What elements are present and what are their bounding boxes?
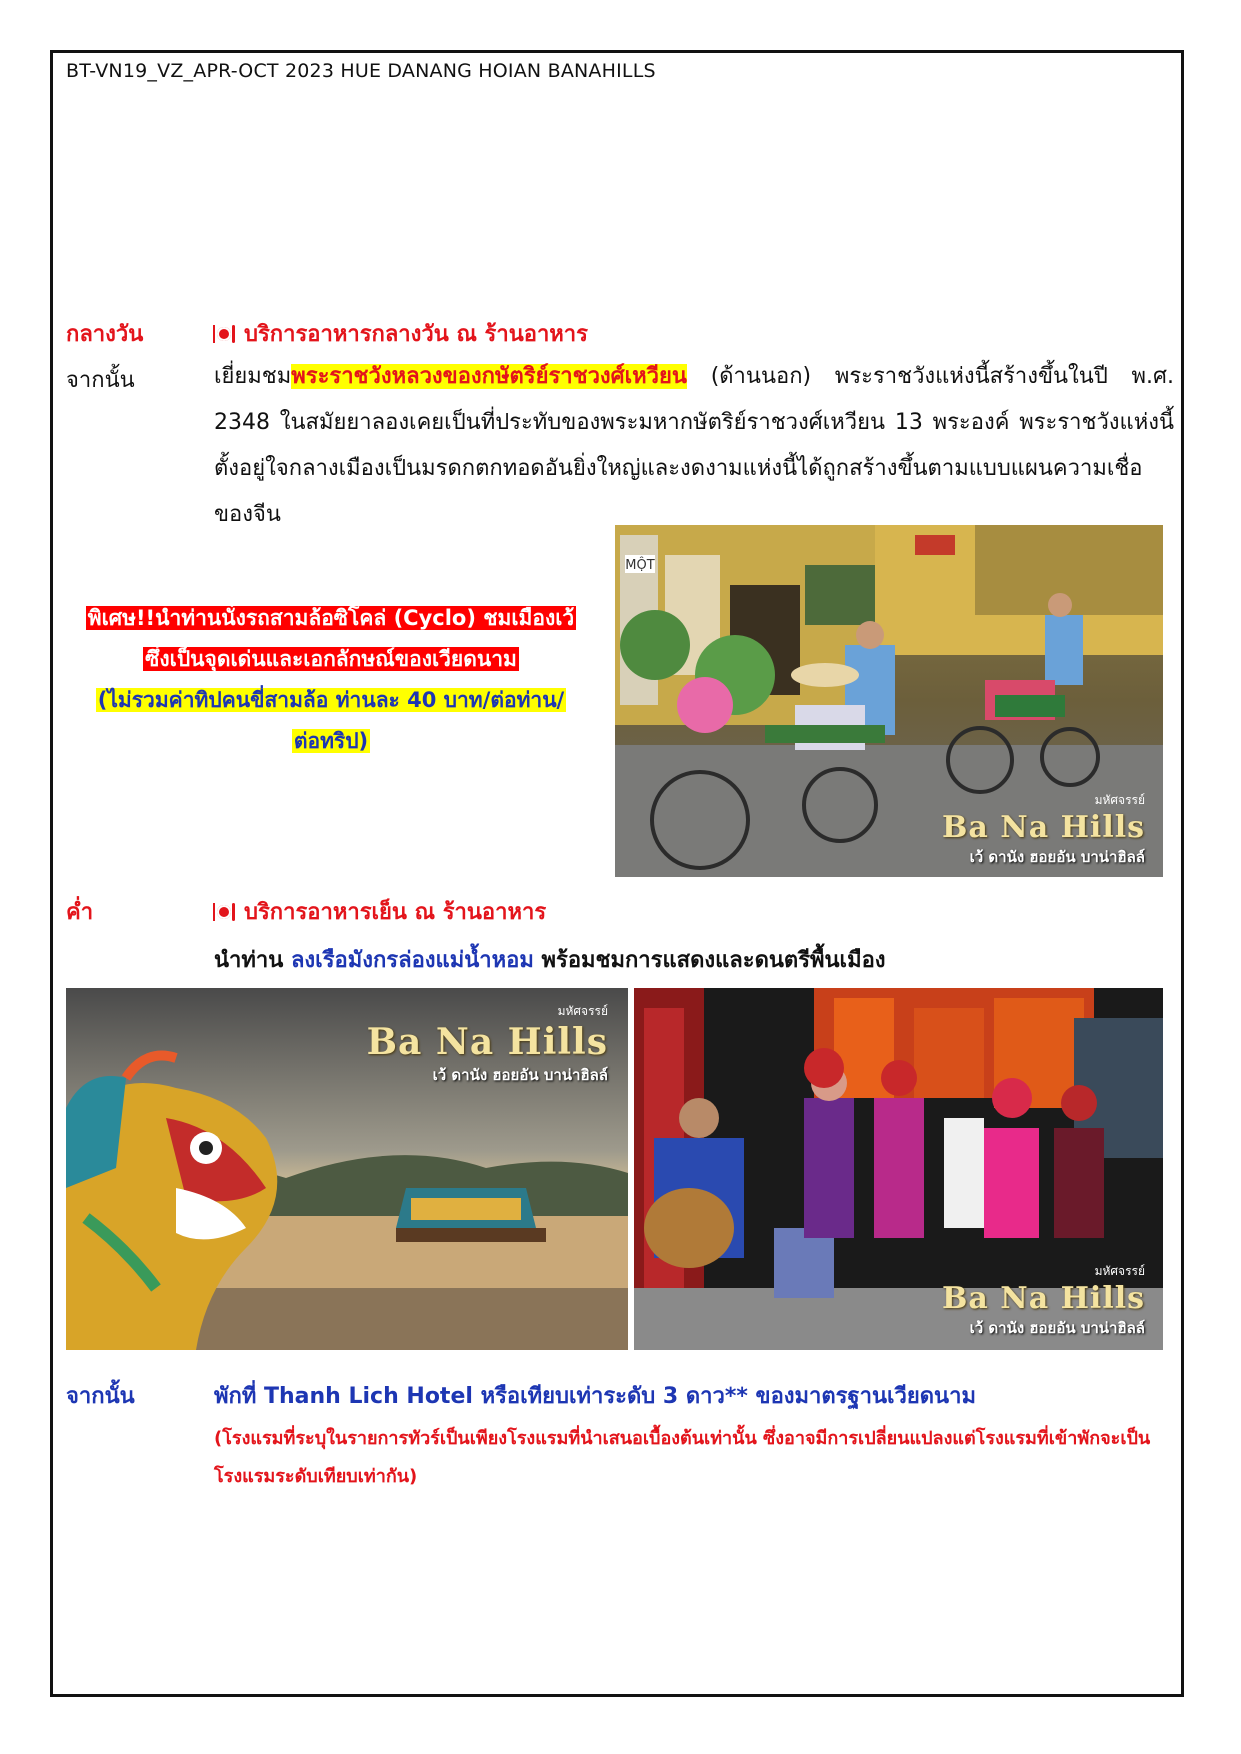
palace-description — [214, 354, 1174, 538]
dragon-boat-line — [214, 942, 886, 977]
tour-code-header: BT-VN19_VZ_APR-OCT 2023 HUE DANANG HOIAN BANAHILLS — [66, 60, 656, 82]
palace-intro: เยี่ยมชม — [214, 364, 292, 389]
cyclo-photo — [615, 525, 1163, 877]
special-offer — [66, 598, 596, 762]
special-line2: ซึ่งเป็นจุดเด่นและเอกลักษณ์ของเวียดนาม — [145, 647, 517, 671]
cyclo-watermark — [942, 791, 1145, 869]
watermark-logo: Ba Na Hills — [942, 1281, 1145, 1316]
dinner-label: ค่ำ — [66, 900, 94, 925]
watermark-subtitle: เว้ ดานัง ฮอยอัน บาน่าฮิลล์ — [969, 1319, 1145, 1337]
dinner-meal — [214, 894, 546, 929]
performance-photo — [634, 988, 1163, 1350]
hotel-note: (โรงแรมที่ระบุในรายการทัวร์เป็นเพียงโรงแรมที่นำเสนอเบื้องต้นเท่านั้น ซึ่งอาจมีการเปลี่ยนแปลงแต่โรงแรมที่เข้าพักจะเป็นโรงแรมระดับเทียบเท่ากัน) — [214, 1428, 1151, 1487]
accommodation-label: จากนั้น — [66, 1384, 135, 1409]
dragon-intro: นำท่าน — [214, 948, 291, 973]
dragon-watermark — [367, 1002, 608, 1087]
special-line1: พิเศษ!!นำท่านนั่งรถสามล้อซิโคล่ (Cyclo) ชมเมืองเว้ — [87, 606, 575, 630]
watermark-logo: Ba Na Hills — [366, 1021, 608, 1063]
shop-sign-text: MỘT — [625, 558, 655, 573]
dragon-highlight: ลงเรือมังกรล่องแม่น้ำหอม — [290, 948, 534, 973]
special-line3: (ไม่รวมค่าทิปคนขี่สามล้อ ท่านละ 40 บาท/ต่อท่าน/ — [97, 688, 565, 712]
lunch-meal-text: บริการอาหารกลางวัน ณ ร้านอาหาร — [244, 322, 588, 347]
hotel-line: พักที่ Thanh Lich Hotel หรือเทียบเท่าระดับ 3 ดาว** ของมาตรฐานเวียดนาม — [214, 1384, 976, 1409]
performance-watermark — [942, 1262, 1145, 1340]
special-line4: ต่อทริป) — [293, 729, 369, 753]
lunch-meal — [214, 316, 588, 351]
meal-icon — [214, 902, 234, 922]
palace-rest: (ด้านนอก) พระราชวังแห่งนี้สร้างขึ้นในปี พ.ศ. 2348 ในสมัยยาลองเคยเป็นที่ประทับของพระมหากษัตริย์ราชวงศ์เหวียน 13 พระองค์ พระราชวังแห่งนี้ตั้งอยู่ใจกลางเมืองเป็นมรดกตกทอดอันยิ่งใหญ่และงดงามแห่งนี้ได้ถูกสร้างขึ้นตามแบบแผนความเชื่อของจีน — [214, 364, 1174, 527]
watermark-logo: Ba Na Hills — [942, 810, 1145, 845]
meal-icon — [214, 324, 234, 344]
after-lunch-label: จากนั้น — [66, 368, 135, 393]
watermark-subtitle: เว้ ดานัง ฮอยอัน บาน่าฮิลล์ — [432, 1066, 608, 1084]
watermark-small: มหัศจรรย์ — [1094, 793, 1145, 807]
lunch-label: กลางวัน — [66, 322, 144, 347]
dragon-rest: พร้อมชมการแสดงและดนตรีพื้นเมือง — [533, 948, 886, 973]
dinner-meal-text: บริการอาหารเย็น ณ ร้านอาหาร — [244, 900, 547, 925]
watermark-small: มหัศจรรย์ — [1094, 1264, 1145, 1278]
watermark-subtitle: เว้ ดานัง ฮอยอัน บาน่าฮิลล์ — [969, 848, 1145, 866]
palace-highlight: พระราชวังหลวงของกษัตริย์ราชวงศ์เหวียน — [291, 364, 687, 389]
dragon-boat-photo — [66, 988, 628, 1350]
watermark-small: มหัศจรรย์ — [557, 1004, 608, 1018]
